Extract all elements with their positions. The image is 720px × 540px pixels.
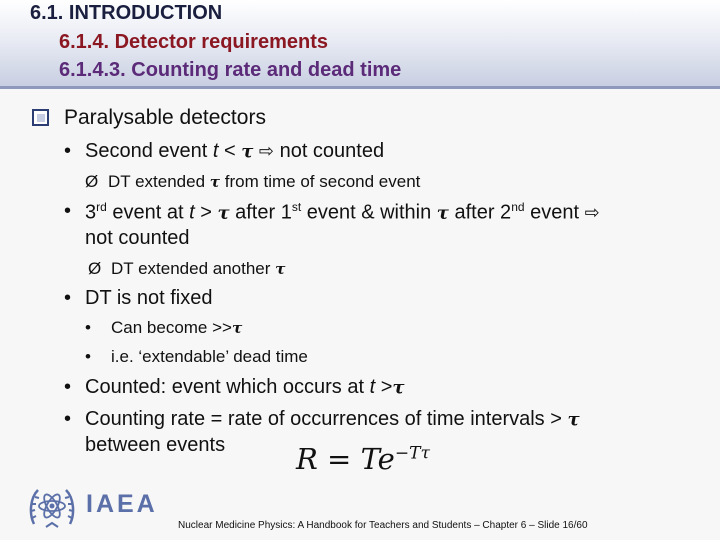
subsection-title: 6.1.4. Detector requirements (59, 31, 328, 53)
arrow-marker-icon: Ø (88, 259, 102, 278)
sub-extendable: i.e. ‘extendable’ dead time (111, 347, 308, 366)
bullet-dot-icon: • (64, 376, 72, 398)
sub-dt-extended-another: DT extended another τ (111, 259, 286, 278)
dead-time-formula: $R = Te^{-T\tau}$ (296, 442, 430, 476)
bullet-counting-rate-cont: between events (85, 434, 226, 456)
heading-paralysable: Paralysable detectors (64, 106, 266, 129)
bullet-counting-rate: Counting rate = rate of occurrences of time intervals > τ (85, 408, 580, 430)
bullet-counted: Counted: event which occurs at t >τ (85, 376, 405, 398)
slide-footer: Nuclear Medicine Physics: A Handbook for Teachers and Students – Chapter 6 – Slide 16/60 (178, 520, 588, 531)
subsubsection-title: 6.1.4.3. Counting rate and dead time (59, 59, 402, 81)
right-arrow-icon: ⇨ (584, 202, 600, 223)
bullet-second-event: Second event t < τ ⇨ not counted (85, 140, 385, 162)
bullet-dot-icon: • (64, 287, 72, 309)
bullet-dot-icon: • (85, 318, 91, 337)
iaea-logo-text: IAEA (86, 490, 158, 518)
bullet-dot-icon: • (64, 200, 72, 222)
bullet-third-event: 3rd event at t > τ after 1st event & within τ after 2nd event ⇨ (85, 200, 600, 224)
bullet-dot-icon: • (85, 347, 91, 366)
checkbox-bullet-icon (32, 109, 49, 126)
section-title: 6.1. INTRODUCTION (30, 2, 223, 24)
bullet-third-event-cont: not counted (85, 227, 190, 249)
right-arrow-icon: ⇨ (258, 141, 275, 161)
iaea-logo-icon (28, 484, 76, 530)
sub-can-become: Can become >>τ (111, 318, 243, 337)
title-divider (0, 86, 720, 89)
bullet-dt-not-fixed: DT is not fixed (85, 287, 213, 309)
bullet-dot-icon: • (64, 408, 72, 430)
bullet-dot-icon: • (64, 140, 72, 162)
arrow-marker-icon: Ø (85, 172, 99, 191)
sub-dt-extended: DT extended τ from time of second event (108, 172, 421, 191)
